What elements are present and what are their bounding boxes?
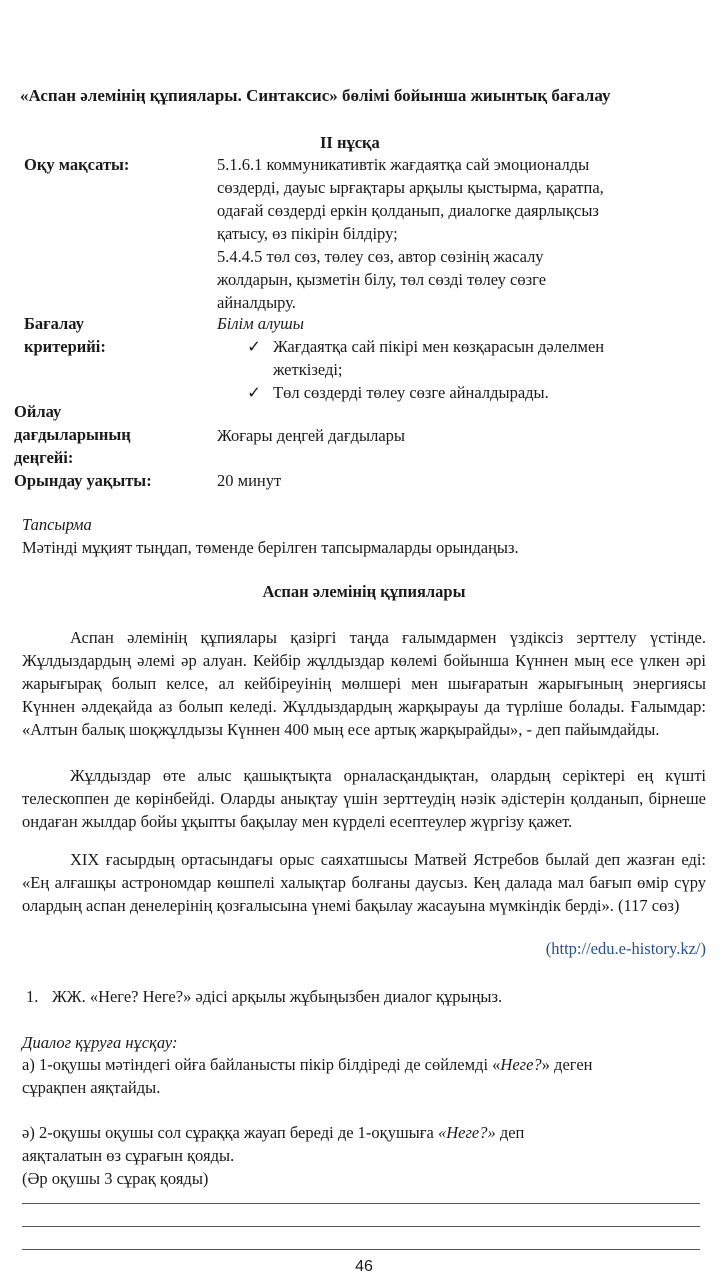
dialog-step-a — [22, 1053, 712, 1099]
dialog-guide-label: Диалог құруға нұсқау: — [22, 1033, 178, 1052]
step-a-question: Неге? — [500, 1055, 542, 1074]
thinking-value: Жоғары деңгей дағдылары — [217, 426, 405, 445]
step-a-text: а) 1-оқушы мәтіндегі ойға байланысты пікір білдіреді де сөйлемді « — [22, 1055, 501, 1074]
goal-line: айналдыру. — [217, 293, 296, 312]
thinking-label — [14, 400, 131, 469]
criteria-item — [245, 335, 697, 381]
dialog-step-b-line: аяқталатын өз сұрағын қояды. — [22, 1146, 235, 1165]
goal-line: одағай сөздерді еркін қолданып, диалогке даярлықсыз — [217, 201, 599, 220]
text-paragraph: XIX ғасырдың ортасындағы орыс саяхатшысы Матвей Ястребов былай деп жазған еді: «Ең алғашқы астрономдар көшпелі халықтар болғаны даусыз. Кең далада мал бағып өмір сүру олардың аспан денелерінің қозғалысына үнемі бақылау жасауына мүмкіндік берді». (117 сөз) — [22, 850, 706, 915]
goal-line: жолдарын, қызметін білу, төл сөзді төлеу сөзге — [217, 270, 547, 289]
task-label: Тапсырма — [22, 515, 92, 534]
text-paragraph: Жұлдыздар өте алыс қашықтықта орналасқандықтан, олардың серіктері ең күшті телескоппен де көрінбейді. Оларды анықтау үшін зерттеудің нәзік әдістерін қолданып, бірнеше ондаған жылдар бойы ұқыпты бақылау мен күрделі есептеулер жүргізу қажет. — [22, 766, 706, 831]
dialog-step-a-line: сұрақпен аяқтайды. — [22, 1078, 161, 1097]
criteria-item-text — [273, 335, 604, 381]
dialog-note: (Әр оқушы 3 сұрақ қояды) — [22, 1169, 209, 1188]
check-icon: ✓ — [247, 383, 261, 402]
criteria-item-line: Жағдаятқа сай пікірі мен көзқарасын дәлелмен — [273, 337, 605, 356]
dialog-step-b — [22, 1121, 712, 1190]
step-b-text: ә) 2-оқушы оқушы сол сұраққа жауап береді де 1-оқушыға — [22, 1123, 438, 1142]
answer-line[interactable] — [22, 1226, 700, 1227]
goal-line: 5.4.4.5 төл сөз, төлеу сөз, автор сөзінің жасалу — [217, 247, 544, 266]
criteria-item — [245, 381, 697, 404]
goal-line: 5.1.6.1 коммуникативтік жағдаятқа сай эмоционалды — [217, 155, 590, 174]
time-value: 20 минут — [217, 471, 282, 490]
text-paragraph: Аспан әлемінің құпиялары қазіргі таңда ғалымдармен үздіксіз зерттелу үстінде. Жұлдыздардың әлемі әр алуан. Кейбір жұлдыздар көлемі бойынша Күннен мың есе үлкен әрі жарығырақ болып келсе, ал кейбіреуінің мөлшері мен шығаратын жарығының энергиясы Күннен әлдеқайда аз болып келеді. Жұлдыздардың жарқырауы да түрліше болады. Ғалымдар: «Алтын балық шоқжұлдызы Күннен 400 мың есе артық жарқырайды», - деп пайымдайды. — [22, 628, 706, 739]
criteria-label-line: критерийі: — [24, 337, 106, 356]
answer-line[interactable] — [22, 1249, 700, 1250]
task-instruction: Мәтінді мұқият тыңдап, төменде берілген тапсырмаларды орындаңыз. — [22, 538, 519, 557]
learning-goals-label: Оқу мақсаты: — [24, 155, 130, 174]
dialog-step-a-line — [22, 1053, 712, 1076]
step-a-text-end: » деген — [541, 1055, 593, 1074]
learning-goals-text — [217, 153, 697, 314]
criteria-label — [24, 312, 106, 358]
time-label: Орындау уақыты: — [14, 471, 152, 490]
thinking-label-line: Ойлау — [14, 402, 62, 421]
criteria-label-line: Бағалау — [24, 314, 84, 333]
answer-line[interactable] — [22, 1203, 700, 1204]
step-b-question: «Неге?» — [437, 1123, 496, 1142]
text-title: Аспан әлемінің құпиялары — [262, 582, 466, 601]
goal-line: сөздерді, дауыс ырғақтары арқылы қыстырма, қаратпа, — [217, 178, 604, 197]
criteria-item-text: Төл сөздерді төлеу сөзге айналдырады. — [273, 383, 549, 402]
step-b-text-end: деп — [495, 1123, 525, 1142]
check-icon: ✓ — [247, 337, 261, 356]
goal-line: қатысу, өз пікірін білдіру; — [217, 224, 398, 243]
criteria-block — [217, 312, 697, 404]
criteria-intro: Білім алушы — [217, 314, 304, 333]
criteria-item-line: жеткізеді; — [273, 360, 343, 379]
exercise-number: 1. — [26, 987, 39, 1006]
page-title: «Аспан әлемінің құпиялары. Синтаксис» бөлімі бойынша жиынтық бағалау — [20, 86, 611, 105]
source-link[interactable]: (http://edu.e-history.kz/) — [545, 939, 706, 958]
page-number: 46 — [355, 1258, 373, 1275]
exercise-statement: ЖЖ. «Неге? Неге?» әдісі арқылы жұбыңызбен диалог құрыңыз. — [52, 987, 503, 1006]
variant-label: ІІ нұсқа — [320, 133, 380, 152]
thinking-label-line: деңгейі: — [14, 448, 74, 467]
thinking-label-line: дағдыларының — [14, 425, 131, 444]
dialog-step-b-line — [22, 1121, 712, 1144]
